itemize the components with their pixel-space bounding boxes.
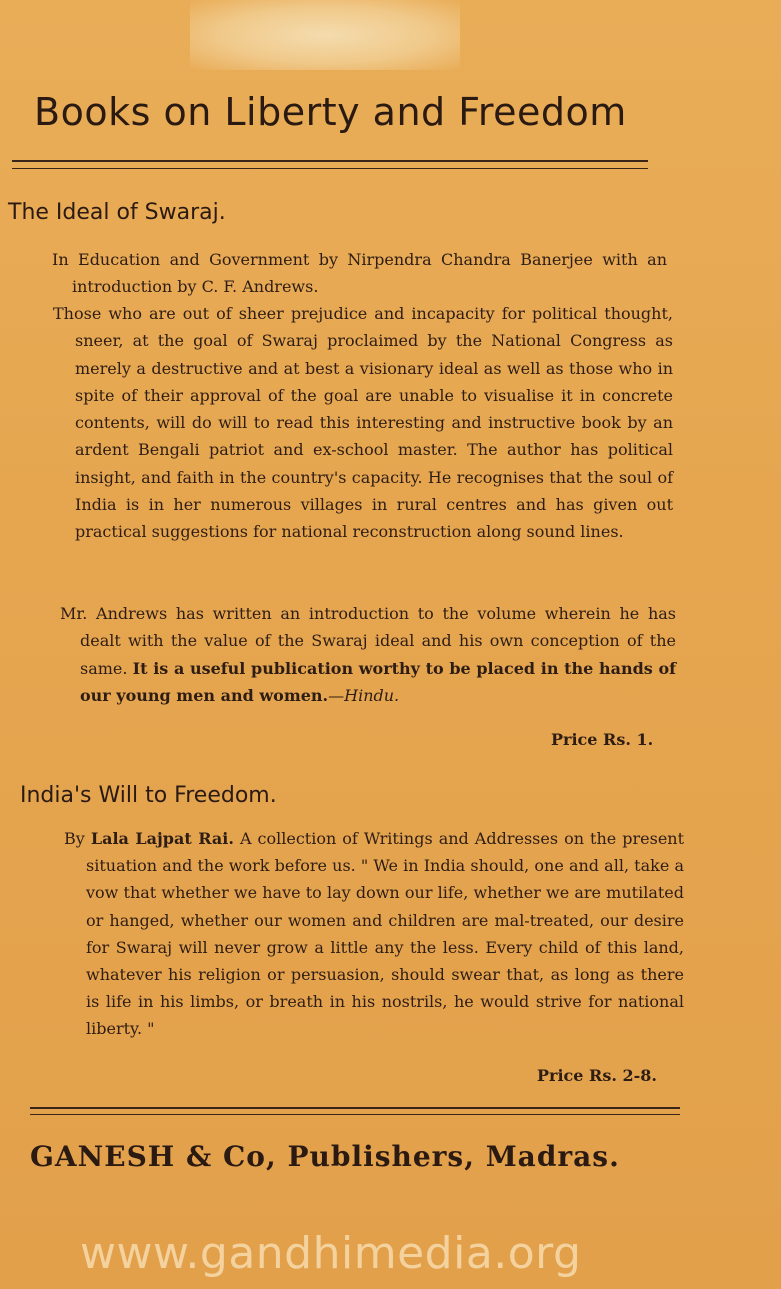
book2-heading: India's Will to Freedom. (20, 783, 277, 808)
book1-review-andrews (60, 600, 677, 709)
book2-description (64, 825, 685, 1043)
book2-by: By (64, 829, 85, 848)
publisher-imprint: GANESH & Co, Publishers, Madras. (30, 1140, 620, 1173)
top-divider-thin (12, 168, 648, 169)
book1-subtitle: In Education and Government by Nirpendra Chandra Banerjee with an introduction by C. F. Andrews. (52, 250, 667, 297)
top-divider (12, 160, 648, 162)
book1-price: Price Rs. 1. (551, 730, 654, 749)
book1-heading: The Ideal of Swaraj. (8, 200, 226, 225)
book2-author: Lala Lajpat Rai. (90, 829, 234, 848)
paper-glare (190, 0, 460, 70)
bottom-divider-thin (30, 1114, 680, 1115)
book2-price: Price Rs. 2-8. (537, 1066, 657, 1085)
book1-review-andrews-bold: It is a useful publication worthy to be placed in the hands of our young men and women. (80, 658, 677, 705)
watermark-link[interactable]: www.gandhimedia.org (80, 1228, 582, 1279)
bottom-divider (30, 1107, 680, 1109)
book1-review-source: —Hindu. (328, 685, 400, 705)
page-title: Books on Liberty and Freedom (34, 90, 627, 134)
book1-review-andrews-text: Mr. Andrews has written an introduction to the volume wherein he has dealt with the value of the Swaraj ideal and his own conception of the same. (60, 604, 676, 678)
book1-review: Those who are out of sheer prejudice and incapacity for political thought, sneer, at the goal of Swaraj proclaimed by the National Congress as merely a destructive and at best a visionary ideal as well as those who in spite of their approval of the goal are unable to visualise it in concrete contents, will do will to read this interesting and instructive book by an ardent Bengali patriot and ex-school master. The author has political insight, and faith in the country's capacity. He recognises that the soul of India is in her numerous villages in rural centres and has given out practical suggestions for national reconstruction along sound lines. (53, 304, 673, 542)
book2-description-text: A collection of Writings and Addresses on the present situation and the work before us. " We in India should, one and all, take a vow that whether we have to lay down our life, whether we are mutilated or hanged, whether our women and children are mal-treated, our desire for Swaraj will never grow a little any the less. Every child of this land, whatever his religion or persuasion, should swear that, as long as there is life in his limbs, or breath in his nostrils, he would strive for national liberty. " (86, 829, 685, 1039)
